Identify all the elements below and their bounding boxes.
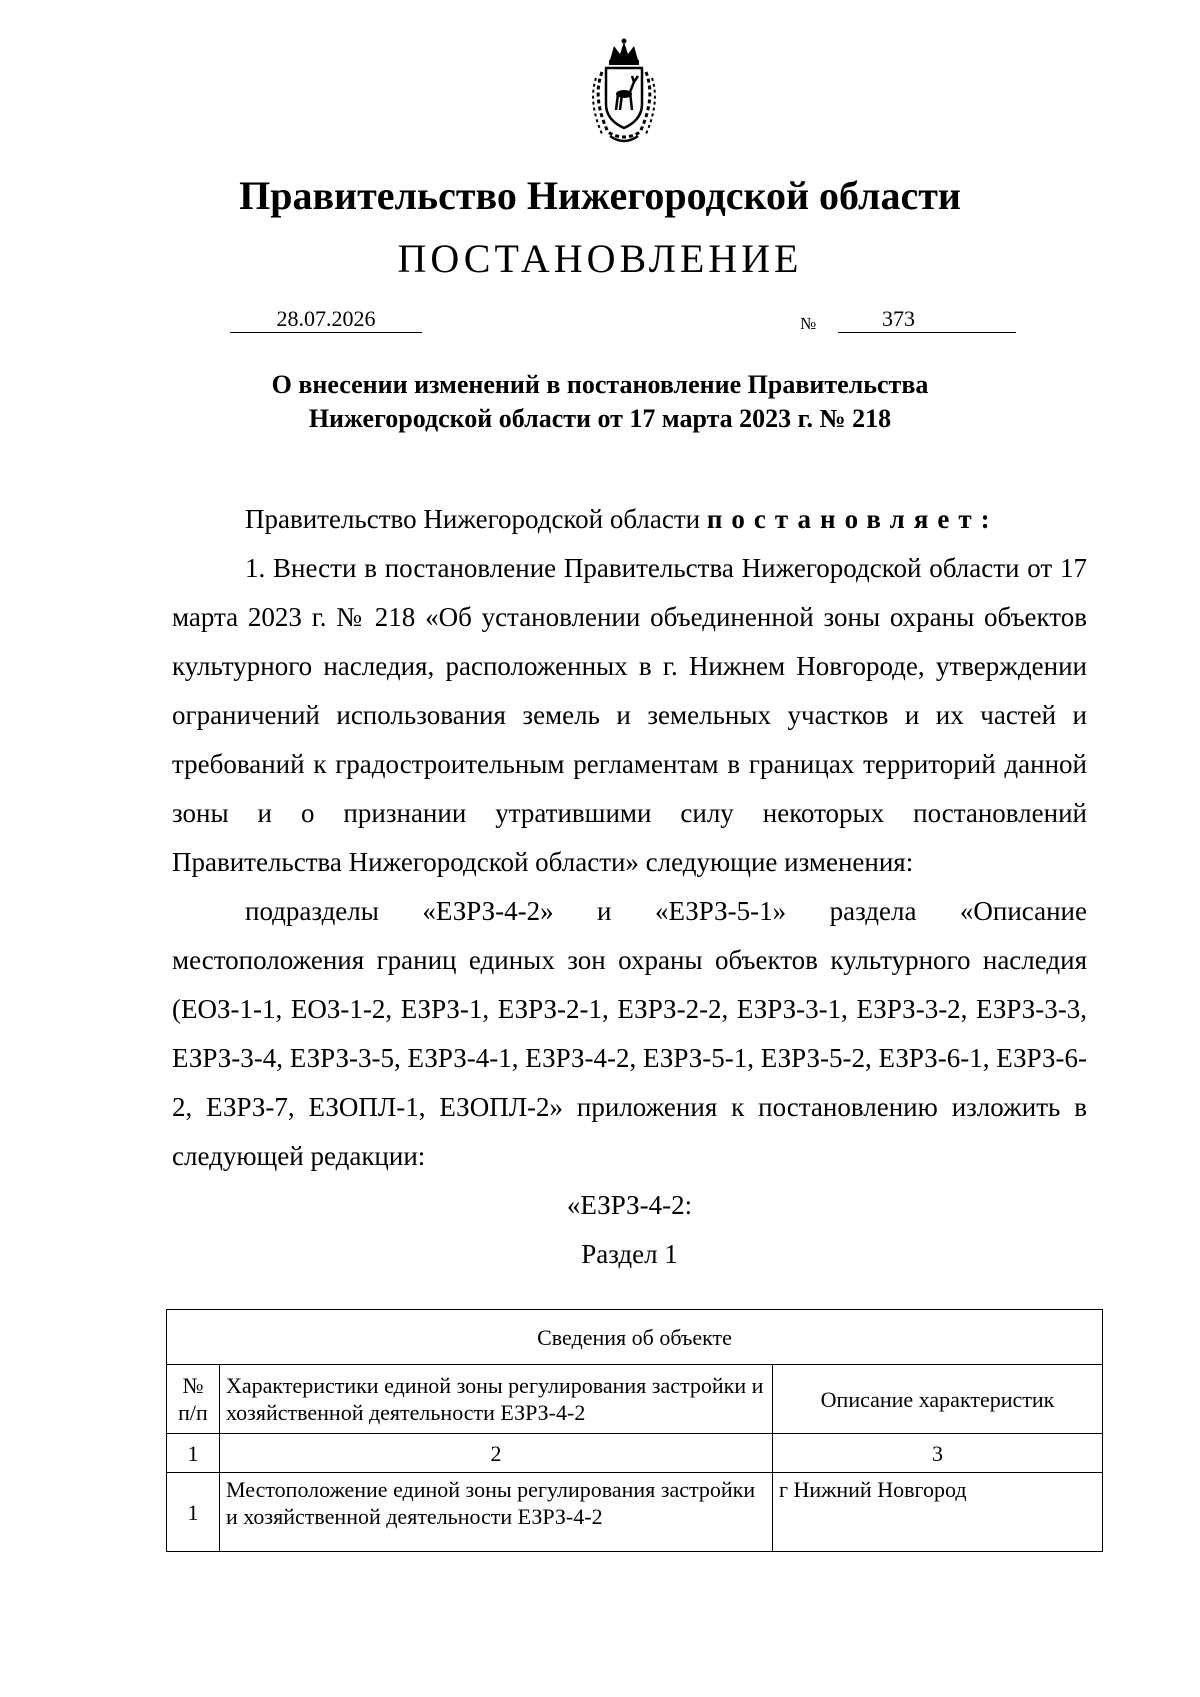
table-caption: Сведения об объекте [167,1310,1103,1365]
header-description: Описание характеристик [773,1365,1103,1434]
zone-heading: «ЕЗРЗ-4-2: [566,1190,693,1220]
government-title: Правительство Нижегородской области [239,173,961,218]
document-body [172,495,1087,1279]
row-characteristic: Местоположение единой зоны регулирования застройки и хозяйственной деятельности ЕЗРЗ-4-2 [220,1473,773,1552]
preamble [172,495,1087,544]
document-date: 28.07.2026 [230,306,422,333]
table-index-row [167,1434,1103,1473]
row-description: г Нижний Новгород [773,1473,1103,1552]
item-1-detail: подразделы «ЕЗРЗ-4-2» и «ЕЗРЗ-5-1» раздела «Описание местоположения границ единых зон охраны объектов культурного наследия (ЕОЗ-1-1, ЕОЗ-1-2, ЕЗРЗ-1, ЕЗРЗ-2-1, ЕЗРЗ-2-2, ЕЗРЗ-3-1, ЕЗРЗ-3-2, ЕЗРЗ-3-3, ЕЗРЗ-3-4, ЕЗРЗ-3-5, ЕЗРЗ-4-1, ЕЗРЗ-4-2, ЕЗРЗ-5-1, ЕЗРЗ-5-2, ЕЗРЗ-6-1, ЕЗРЗ-6-2, ЕЗРЗ-7, ЕЗОПЛ-1, ЕЗОПЛ-2» приложения к постановлению изложить в следующей редакции: [172,896,1087,1171]
header-number: № п/п [167,1365,220,1434]
number-sign: № [800,314,817,333]
row-number: 1 [167,1473,220,1552]
preamble-text: Правительство Нижегородской области [245,504,707,534]
subject-line-2: Нижегородской области от 17 марта 2023 г. № 218 [308,404,892,433]
coat-of-arms-icon [580,38,668,148]
index-cell-2: 2 [220,1434,773,1473]
document-subject [0,368,1200,436]
table-header-row [167,1365,1103,1434]
table-caption-row [167,1310,1103,1365]
item-1: 1. Внести в постановление Правительства Нижегородской области от 17 марта 2023 г. № 218 «Об установлении объединенной зоны охраны объектов культурного наследия, расположенных в г. Нижнем Новгороде, утверждении ограничений использования земель и земельных участков и их частей и требований к градостроительным регламентам в границах территорий данной зоны и о признании утратившими силу некоторых постановлений Правительства Нижегородской области» следующие изменения: [172,553,1087,877]
index-cell-3: 3 [773,1434,1103,1473]
document-number: 373 [838,306,1016,333]
table-row [167,1473,1103,1552]
section-heading: Раздел 1 [581,1239,678,1269]
header-characteristics: Характеристики единой зоны регулирования застройки и хозяйственной деятельности ЕЗРЗ-4-2 [220,1365,773,1434]
subject-line-1: О внесении изменений в постановление Правительства [271,370,929,399]
document-type: ПОСТАНОВЛЕНИЕ [397,236,803,281]
preamble-resolves: постановляет: [706,504,999,534]
object-info-table [166,1309,1103,1552]
index-cell-1: 1 [167,1434,220,1473]
